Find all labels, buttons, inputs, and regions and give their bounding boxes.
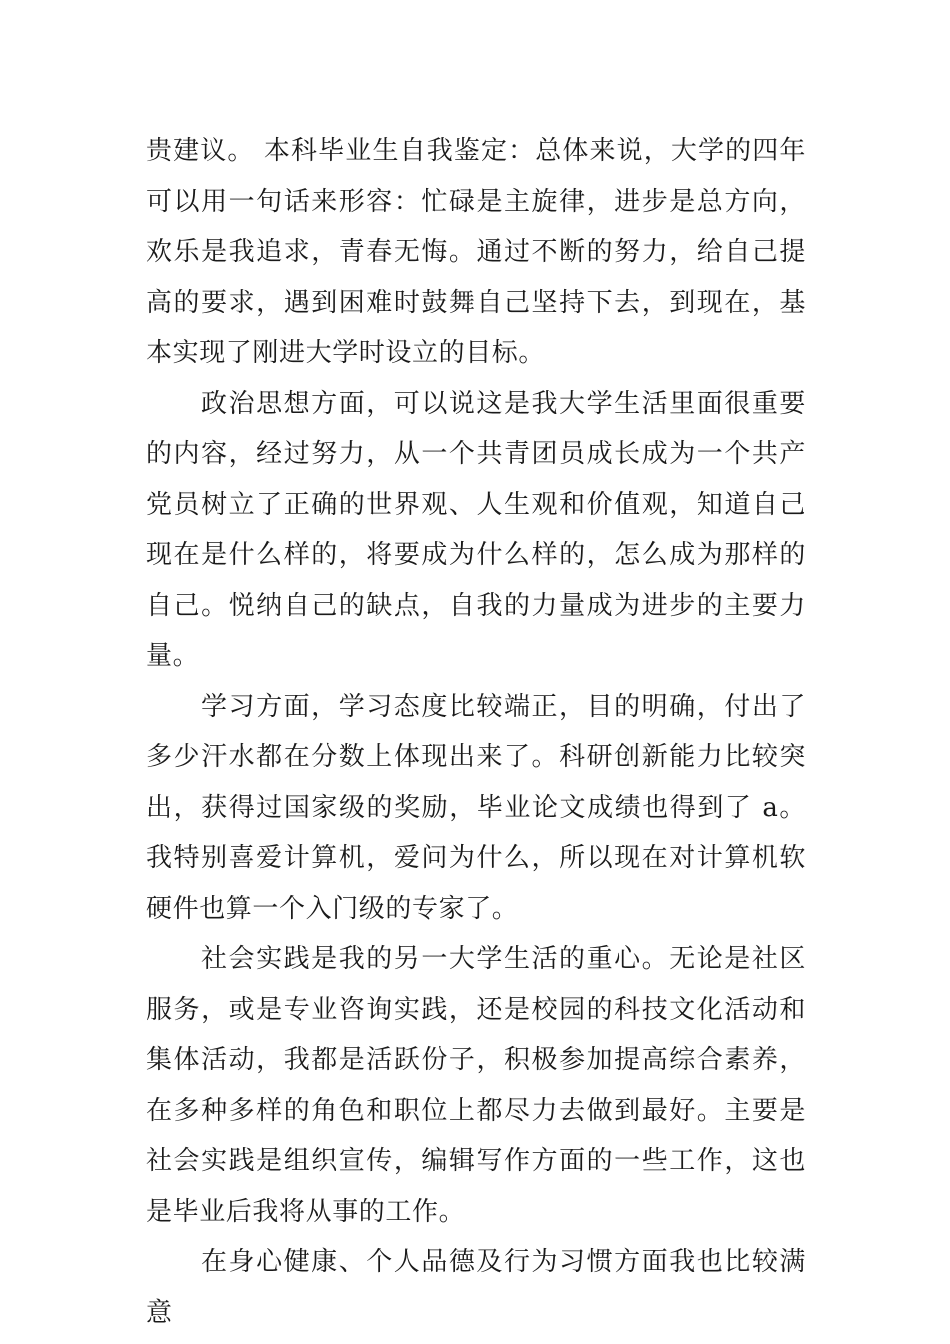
paragraph-4: 社会实践是我的另一大学生活的重心。无论是社区服务，或是专业咨询实践，还是校园的科技文化活动和集体活动，我都是活跃份子，积极参加提高综合素养，在多种多样的角色和职位上都尽力去做到最好。主要是社会实践是组织宣传，编辑写作方面的一些工作，这也是毕业后我将从事的工作。 bbox=[146, 944, 806, 1227]
paragraph-1: 贵建议。 本科毕业生自我鉴定：总体来说，大学的四年可以用一句话来形容：忙碌是主旋律，进步是总方向，欢乐是我追求，青春无悔。通过不断的努力，给自己提高的要求，遇到困难时鼓舞自己坚持下去，到现在，基本实现了刚进大学时设立的目标。 bbox=[146, 136, 806, 368]
paragraph-2: 政治思想方面，可以说这是我大学生活里面很重要的内容，经过努力，从一个共青团员成长成为一个共产党员树立了正确的世界观、人生观和价值观，知道自己现在是什么样的，将要成为什么样的，怎么成为那样的自己。悦纳自己的缺点，自我的力量成为进步的主要力量。 bbox=[146, 388, 806, 671]
paragraph-3: 学习方面，学习态度比较端正，目的明确，付出了多少汗水都在分数上体现出来了。科研创新能力比较突出，获得过国家级的奖励，毕业论文成绩也得到了 a。我特别喜爱计算机，爱问为什么，所以现在对计算机软硬件也算一个入门级的专家了。 bbox=[146, 691, 806, 924]
paragraph-5: 在身心健康、个人品德及行为习惯方面我也比较满意 bbox=[146, 1247, 806, 1328]
document-body bbox=[146, 126, 806, 1338]
